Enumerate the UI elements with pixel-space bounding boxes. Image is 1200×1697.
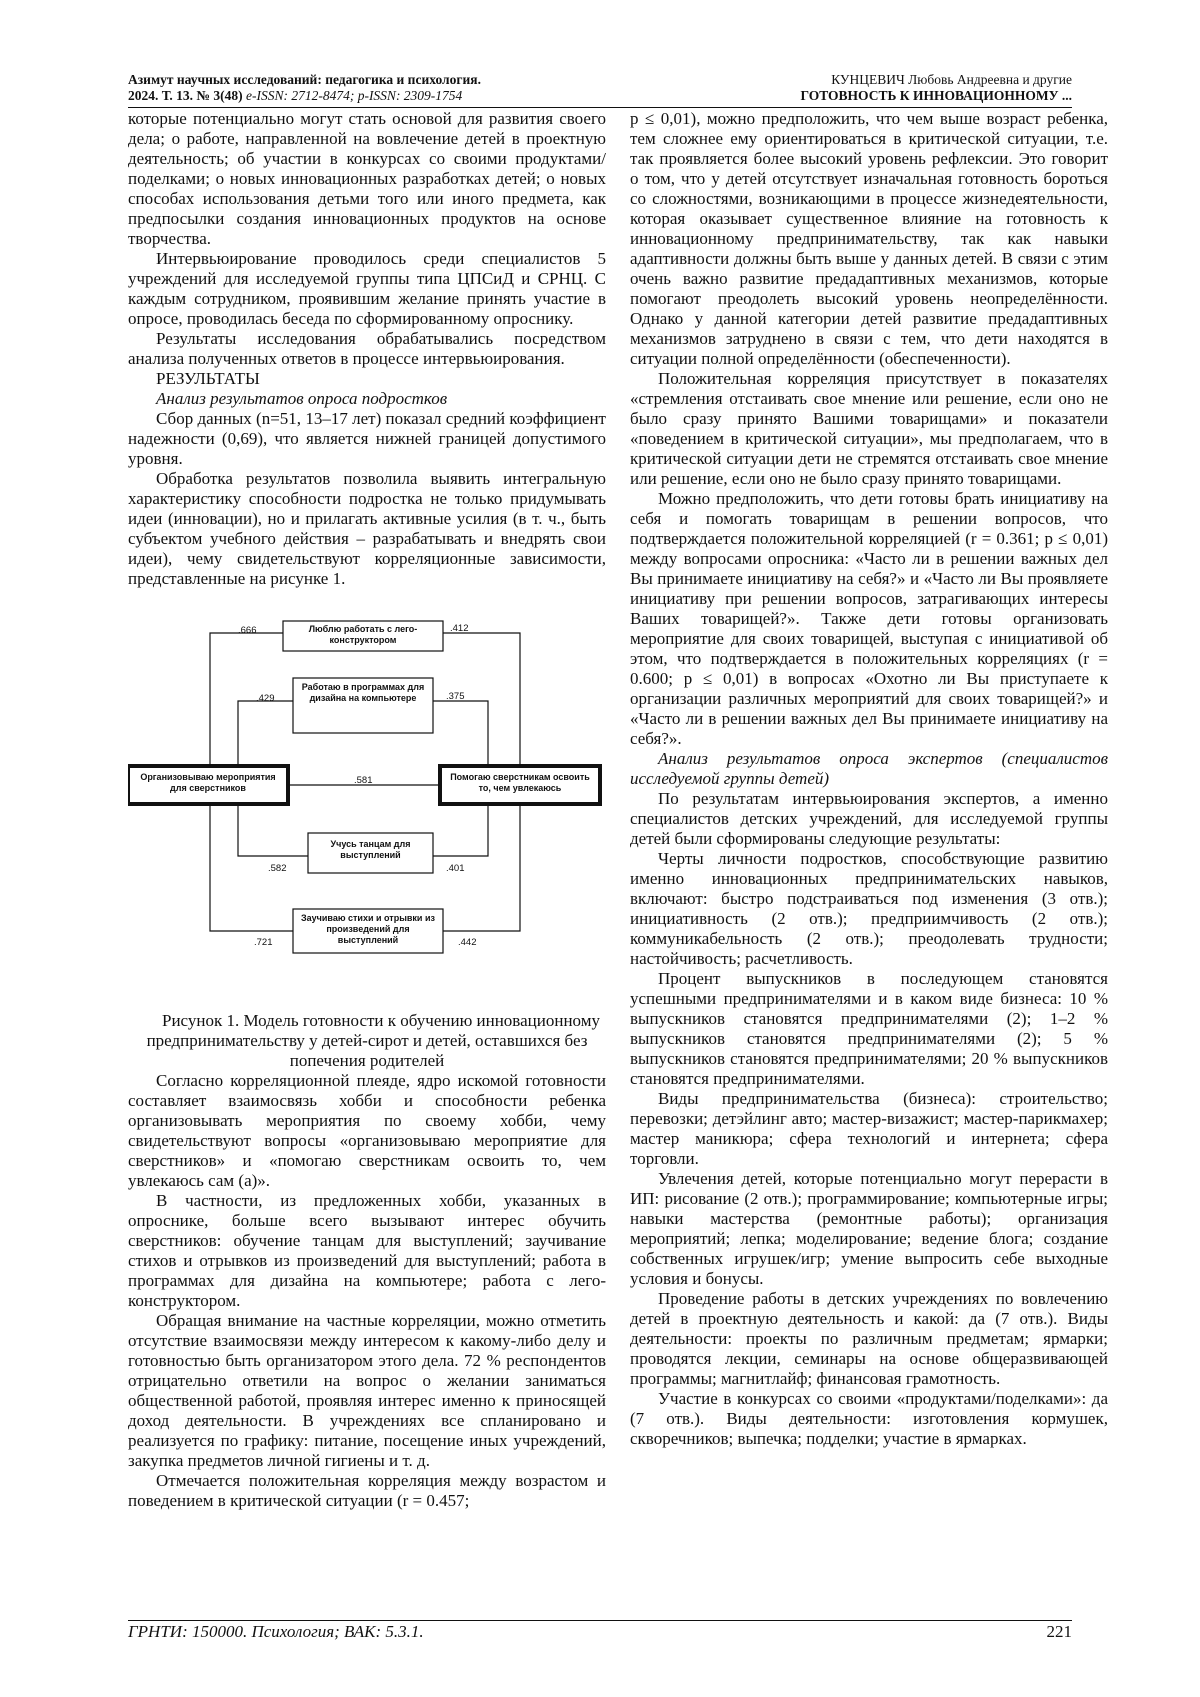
article-title: ГОТОВНОСТЬ К ИННОВАЦИОННОМУ ... [800,88,1072,103]
box-design-label: Работаю в программах для дизайна на компьютере [301,682,425,703]
figure-1-diagram [128,611,606,1011]
box-lego-label: Люблю работать с лего-конструктором [308,624,418,645]
box-poems-label: Заучиваю стихи и отрывки из произведений для выступлений [301,913,435,945]
corr-dance-help: .401 [446,863,465,874]
section-heading-results: РЕЗУЛЬТАТЫ [156,369,260,388]
paragraph: Положительная корреляция присутствует в показателях «стремления отстаивать свое мнение или решение, если оно не было сразу принято Вашими товарищами» и показатели «поведением в критической ситуации», мы предполагаем, что в критической ситуации дети не стремятся отстаивать свое мнение или решение, если оно не было сразу принято товарищами. [630,369,1108,488]
journal-header [128,72,481,104]
paragraph: Процент выпускников в последующем становятся успешными предпринимателями и в каком виде бизнеса: 10 % выпускников становятся предпринимателями (2); 1–2 % выпускников становятся предпринимателями (2); 5 % выпускников становятся предпринимателями; 20 % выпускников становятся предпринимателями. [630,969,1108,1088]
corr-design-organize: .429 [256,693,275,704]
corr-design-help: .375 [446,691,465,702]
corr-lego-organize: .666 [238,625,257,636]
right-column [630,109,1108,1449]
box-dance-label: Учусь танцам для выступлений [330,839,411,860]
paragraph: Отмечается положительная корреляция между возрастом и поведением в критической ситуации (r = 0.457; [128,1471,606,1510]
header-divider [128,107,1072,108]
link-design-help [433,701,488,766]
link-dance-help [433,804,488,856]
article-header [800,72,1072,104]
link-design-organize [238,701,293,766]
corr-poems-organize: .721 [254,937,273,948]
link-dance-organize [238,804,308,856]
paragraph: Можно предположить, что дети готовы брать инициативу на себя и помогать товарищам в решении вопросов, что подтверждается положительной корреляцией (r = 0.361; p ≤ 0,01) между вопросами опросника: «Часто ли в решении важных дел Вы принимаете инициативу на себя?» и «Часто ли Вы проявляете инициативу при решении вопросов, затрагивающих интересы Ваших товарищей?». Также дети готовы организовать мероприятие для своих товарищей, выступая с инициативой об этом, что подтверждается в положительных корреляциях (r = 0.600; p ≤ 0,01) в вопросах «Охотно ли Вы приступаете к организации различных мероприятий для своих товарищей?» и «Часто ли в решении важных дел Вы принимаете инициативу на себя?». [630,489,1108,748]
paragraph: Сбор данных (n=51, 13–17 лет) показал средний коэффициент надежности (0,69), что является нижней границей допустимого уровня. [128,409,606,468]
corr-dance-organize: .582 [268,863,287,874]
authors: КУНЦЕВИЧ Любовь Андреевна и другие [831,72,1072,87]
journal-volume: 2024. Т. 13. № 3(48) [128,88,243,103]
footer-divider [128,1620,1072,1621]
paragraph: которые потенциально могут стать основой для развития своего дела; о работе, направленной на вовлечение детей в проектную деятельность; об участии в конкурсах со своими продуктами/поделками; о новых инновационных разработках детей; о новых способах использования детьми того или иного предмета, как предпосылки создания инновационных продуктов на основе творчества. [128,109,606,248]
paragraph: Черты личности подростков, способствующие развитию именно инновационных предпринимательских навыков, включают: быстро подстраиваться под изменения (3 отв.); инициативность (2 отв.); предприимчивость (2 отв.); коммуникабельность (2 отв.); преодолевать трудности; настойчивость; расчетливость. [630,849,1108,968]
paragraph: Обращая внимание на частные корреляции, можно отметить отсутствие взаимосвязи между интересом к какому-либо делу и готовностью быть организатором этого дела. 72 % респондентов отрицательно ответили на вопрос о желании заниматься общественной работой, проявляя интерес именно к приносящей доход деятельности. В учреждениях все спланировано и реализуется по графику: питание, посещение иных учреждений, закупка предметов личной гигиены и т. д. [128,1311,606,1470]
figure-caption: Рисунок 1. Модель готовности к обучению инновационному предпринимательству у детей-сирот и детей, оставшихся без попечения родителей [146,1011,600,1070]
paragraph: Виды предпринимательства (бизнеса): строительство; перевозки; детэйлинг авто; мастер-визажист; мастер-парикмахер; мастер маникюра; сфера технологий и интернета; сфера торговли. [630,1089,1108,1168]
corr-poems-help: .442 [458,937,477,948]
journal-title: Азимут научных исследований: педагогика и психология. [128,72,481,87]
paragraph: Проведение работы в детских учреждениях по вовлечению детей в проектную деятельность и какой: да (7 отв.). Виды деятельности: проекты по различным предметам; ярмарки; проводятся лекции, семинары на основе общеразвивающей программы; магнитлайф; финансовая грамотность. [630,1289,1108,1388]
paragraph: p ≤ 0,01), можно предположить, что чем выше возраст ребенка, тем сложнее ему ориентироваться в критической ситуации, т.е. так проявляется более высокий уровень рефлексии. Это говорит о том, что у детей отсутствует изначальная готовность бороться со сложностями, возникающими в процессе жизнедеятельности, которая оказывает существенное влияние на готовность к инновационному предпринимательству, так как навыки адаптивности должны быть выше у данных детей. В связи с этим очень важно развитие предадаптивных механизмов, которые помогают преодолеть высокий уровень неопределённости. Однако у данной категории детей развитие предадаптивных механизмов затруднено в связи с тем, что дети находятся в ситуации полной определённости (обеспеченности). [630,109,1108,368]
box-organize-label: Организовываю мероприятия для сверстников [140,772,276,793]
paragraph: Результаты исследования обрабатывались посредством анализа полученных ответов в процессе интервьюирования. [128,329,606,368]
journal-issn: e-ISSN: 2712-8474; p-ISSN: 2309-1754 [245,88,463,103]
paragraph: Согласно корреляционной плеяде, ядро искомой готовности составляет взаимосвязь хобби и способности ребенка организовывать мероприятия по своему хобби, чему свидетельствуют вопросы «организовываю мероприятие для сверстников» и «помогаю сверстникам освоить то, чем увлекаюсь сам (а)». [128,1071,606,1190]
subsection-heading-experts: Анализ результатов опроса экспертов (специалистов исследуемой группы детей) [630,749,1108,788]
footer-classification: ГРНТИ: 150000. Психология; ВАК: 5.3.1. [128,1622,424,1641]
paragraph: Обработка результатов позволила выявить интегральную характеристику способности подростка не только придумывать идеи (инновации), но и прилагать активные усилия (в т. ч., быть субъектом учебного действия – разрабатывать и внедрять свои идеи), чему свидетельствуют корреляционные зависимости, представленные на рисунке 1. [128,469,606,588]
paragraph: Участие в конкурсах со своими «продуктами/поделками»: да (7 отв.). Виды деятельности: изготовления кормушек, скворечников; выпечка; подделки; участие в ярмарках. [630,1389,1108,1448]
corr-organize-help: .581 [354,775,373,786]
journal-issue [128,88,481,104]
paragraph: В частности, из предложенных хобби, указанных в опроснике, больше всего вызывают интерес обучить сверстников: обучение танцам для выступлений; заучивание стихов и отрывков из произведений для выступлений; работа в программах для дизайна на компьютере; работа с лего-конструктором. [128,1191,606,1310]
diagram-lines [128,611,606,1011]
left-column [128,109,606,1511]
corr-lego-help: .412 [450,623,469,634]
box-help-label: Помогаю сверстникам освоить то, чем увлекаюсь [450,772,590,793]
subsection-heading-teens: Анализ результатов опроса подростков [156,389,448,408]
paragraph: По результатам интервьюирования экспертов, а именно специалистов детских учреждений, для исследуемой группы детей были сформированы следующие результаты: [630,789,1108,848]
page-number: 221 [1046,1622,1072,1641]
paragraph: Интервьюирование проводилось среди специалистов 5 учреждений для исследуемой группы типа ЦПСиД и СРНЦ. С каждым сотрудником, проявившим желание принять участие в опросе, проводилась беседа по сформированному опроснику. [128,249,606,328]
paragraph: Увлечения детей, которые потенциально могут перерасти в ИП: рисование (2 отв.); программирование; компьютерные игры; навыки мастерства (ремонтные работы); организация мероприятий; лепка; моделирование; ведение блога; создание собственных игрушек/игр; умение выпросить себе выходные условия и бонусы. [630,1169,1108,1288]
